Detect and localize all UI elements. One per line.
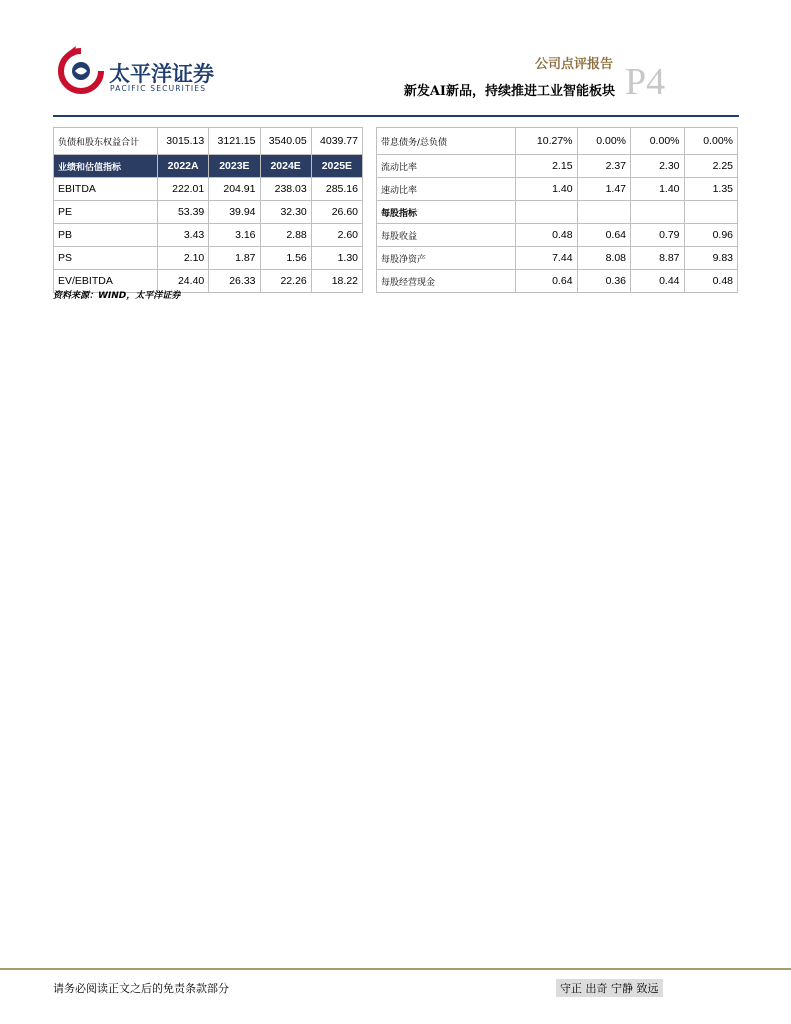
table-cell xyxy=(516,201,578,224)
table-cell: 1.56 xyxy=(260,247,311,270)
table-cell: 22.26 xyxy=(260,270,311,293)
table-row xyxy=(54,128,363,155)
table-cell: 1.87 xyxy=(209,247,260,270)
table-cell: 2.88 xyxy=(260,224,311,247)
table-cell: 3121.15 xyxy=(209,128,260,155)
footer-divider xyxy=(0,968,791,970)
table-cell: 4039.77 xyxy=(311,128,362,155)
row-label: PE xyxy=(54,201,158,224)
source-note: 资料来源：WIND，太平洋证券 xyxy=(53,291,181,301)
table-cell: 204.91 xyxy=(209,178,260,201)
table-cell: 2024E xyxy=(260,155,311,178)
table-row xyxy=(377,178,738,201)
table-cell: 26.60 xyxy=(311,201,362,224)
header-divider xyxy=(53,115,739,117)
table-row xyxy=(54,224,363,247)
row-label: 每股净资产 xyxy=(377,247,516,270)
table-cell: 8.08 xyxy=(577,247,630,270)
row-label: 流动比率 xyxy=(377,155,516,178)
table-cell: 0.64 xyxy=(516,270,578,293)
table-cell: 18.22 xyxy=(311,270,362,293)
table-row xyxy=(54,178,363,201)
table-cell: 2.10 xyxy=(158,247,209,270)
table-cell: 238.03 xyxy=(260,178,311,201)
table-cell: 24.40 xyxy=(158,270,209,293)
report-type: 公司点评报告 xyxy=(534,57,613,72)
table-cell: 0.64 xyxy=(577,224,630,247)
table-row xyxy=(54,155,363,178)
table-cell xyxy=(577,201,630,224)
table-cell: 2025E xyxy=(311,155,362,178)
page-number: P4 xyxy=(625,61,666,103)
ratio-table xyxy=(376,127,738,293)
row-label: PB xyxy=(54,224,158,247)
row-label: 每股收益 xyxy=(377,224,516,247)
logo-chinese-name: 太平洋证券 xyxy=(109,62,214,86)
table-row xyxy=(377,201,738,224)
row-label: EBITDA xyxy=(54,178,158,201)
row-label: 速动比率 xyxy=(377,178,516,201)
table-cell: 2.25 xyxy=(684,155,738,178)
table-cell: 222.01 xyxy=(158,178,209,201)
row-label: 带息债务/总负债 xyxy=(377,128,516,155)
table-cell: 285.16 xyxy=(311,178,362,201)
table-cell: 2.37 xyxy=(577,155,630,178)
table-row xyxy=(377,247,738,270)
table-cell: 0.48 xyxy=(684,270,738,293)
table-cell: 3.43 xyxy=(158,224,209,247)
row-label: 每股经营现金 xyxy=(377,270,516,293)
table-cell: 1.40 xyxy=(631,178,684,201)
table-row xyxy=(377,128,738,155)
company-motto: 守正 出奇 宁静 致远 xyxy=(556,979,663,997)
table-cell: 0.44 xyxy=(631,270,684,293)
table-cell xyxy=(631,201,684,224)
table-cell: 0.00% xyxy=(631,128,684,155)
logo-english-name: PACIFIC SECURITIES xyxy=(110,84,207,93)
table-cell: 32.30 xyxy=(260,201,311,224)
row-label: 业绩和估值指标 xyxy=(54,155,158,178)
table-cell: 7.44 xyxy=(516,247,578,270)
table-cell: 39.94 xyxy=(209,201,260,224)
table-row xyxy=(54,247,363,270)
row-label: 每股指标 xyxy=(377,201,516,224)
table-cell: 2022A xyxy=(158,155,209,178)
table-cell: 8.87 xyxy=(631,247,684,270)
table-cell: 2.30 xyxy=(631,155,684,178)
company-logo xyxy=(56,44,216,100)
table-cell: 3015.13 xyxy=(158,128,209,155)
table-row xyxy=(377,155,738,178)
table-cell: 1.30 xyxy=(311,247,362,270)
table-cell: 0.36 xyxy=(577,270,630,293)
row-label: EV/EBITDA xyxy=(54,270,158,293)
table-row xyxy=(54,201,363,224)
table-cell: 1.40 xyxy=(516,178,578,201)
table-cell: 53.39 xyxy=(158,201,209,224)
table-cell: 3540.05 xyxy=(260,128,311,155)
table-cell: 0.00% xyxy=(577,128,630,155)
table-cell: 2.15 xyxy=(516,155,578,178)
table-cell: 2023E xyxy=(209,155,260,178)
table-cell xyxy=(684,201,738,224)
table-cell: 2.60 xyxy=(311,224,362,247)
table-cell: 1.35 xyxy=(684,178,738,201)
pacific-logo-icon xyxy=(56,44,106,94)
valuation-table xyxy=(53,127,363,293)
table-row xyxy=(377,270,738,293)
table-cell: 0.00% xyxy=(684,128,738,155)
table-cell: 9.83 xyxy=(684,247,738,270)
table-row xyxy=(377,224,738,247)
table-cell: 1.47 xyxy=(577,178,630,201)
table-cell: 10.27% xyxy=(516,128,578,155)
disclaimer-text: 请务必阅读正文之后的免责条款部分 xyxy=(53,982,229,995)
table-cell: 3.16 xyxy=(209,224,260,247)
row-label: 负债和股东权益合计 xyxy=(54,128,158,155)
report-title: 新发AI新品，持续推进工业智能板块 xyxy=(403,84,615,99)
table-cell: 0.79 xyxy=(631,224,684,247)
table-cell: 26.33 xyxy=(209,270,260,293)
table-cell: 0.48 xyxy=(516,224,578,247)
row-label: PS xyxy=(54,247,158,270)
table-cell: 0.96 xyxy=(684,224,738,247)
